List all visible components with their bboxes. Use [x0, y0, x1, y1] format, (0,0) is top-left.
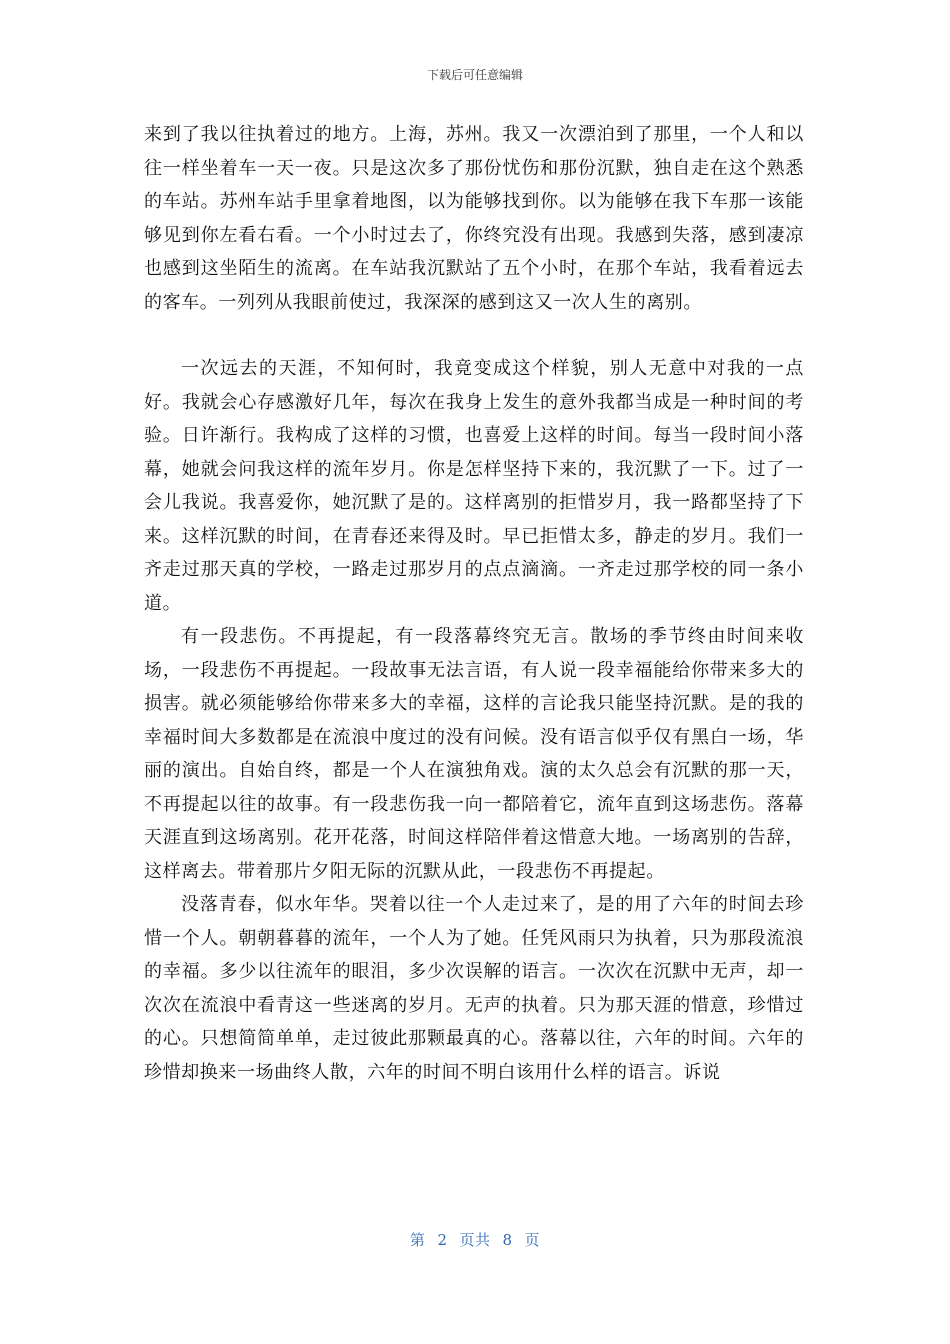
page-footer — [0, 1229, 950, 1250]
paragraph-2: 一次远去的天涯，不知何时，我竟变成这个样貌，别人无意中对我的一点好。我就会心存感激好几年，每次在我身上发生的意外我都当成是一种时间的考验。日许渐行。我构成了这样的习惯，也喜爱上这样的时间。每当一段时间小落幕，她就会问我这样的流年岁月。你是怎样坚持下来的，我沉默了一下。过了一会儿我说。我喜爱你，她沉默了是的。这样离别的拒惜岁月，我一路都坚持了下来。这样沉默的时间，在青春还来得及时。早已拒惜太多，静走的岁月。我们一齐走过那天真的学校，一路走过那岁月的点点滴滴。一齐走过那学校的同一条小道。 — [144, 358, 804, 614]
document-body — [144, 118, 804, 1089]
page-header-note: 下载后可任意编辑 — [426, 68, 523, 82]
footer-prefix: 第 — [409, 1231, 426, 1249]
footer-middle: 页共 — [459, 1231, 491, 1249]
paragraph-1: 来到了我以往执着过的地方。上海，苏州。我又一次漂泊到了那里，一个人和以往一样坐着车一天一夜。只是这次多了那份忧伤和那份沉默，独自走在这个熟悉的车站。苏州车站手里拿着地图，以为能够找到你。以为能够在我下车那一该能够见到你左看右看。一个小时过去了，你终究没有出现。我感到失落，感到凄凉也感到这坐陌生的流离。在车站我沉默站了五个小时，在那个车站，我看着远去的客车。一列列从我眼前使过，我深深的感到这又一次人生的离别。 — [144, 124, 804, 313]
footer-suffix: 页 — [524, 1231, 541, 1249]
footer-current-page: 2 — [437, 1231, 448, 1249]
paragraph-4: 没落青春，似水年华。哭着以往一个人走过来了，是的用了六年的时间去珍惜一个人。朝朝暮暮的流年，一个人为了她。任凭风雨只为执着，只为那段流浪的幸福。多少以往流年的眼泪，多少次误解的语言。一次次在沉默中无声，却一次次在流浪中看青这一些迷离的岁月。无声的执着。只为那天涯的惜意，珍惜过的心。只想简简单单，走过彼此那颗最真的心。落幕以往，六年的时间。六年的珍惜却换来一场曲终人散，六年的时间不明白该用什么样的语言。诉说 — [144, 894, 804, 1083]
paragraph-3: 有一段悲伤。不再提起，有一段落幕终究无言。散场的季节终由时间来收场，一段悲伤不再提起。一段故事无法言语，有人说一段幸福能给你带来多大的损害。就必须能够给你带来多大的幸福，这样的言论我只能坚持沉默。是的我的幸福时间大多数都是在流浪中度过的没有问候。没有语言似乎仅有黑白一场，华丽的演出。自始自终，都是一个人在演独角戏。演的太久总会有沉默的那一天，不再提起以往的故事。有一段悲伤我一向一都陪着它，流年直到这场悲伤。落幕天涯直到这场离别。花开花落，时间这样陪伴着这惜意大地。一场离别的告辞，这样离去。带着那片夕阳无际的沉默从此，一段悲伤不再提起。 — [144, 626, 804, 882]
footer-total-pages: 8 — [502, 1231, 513, 1249]
